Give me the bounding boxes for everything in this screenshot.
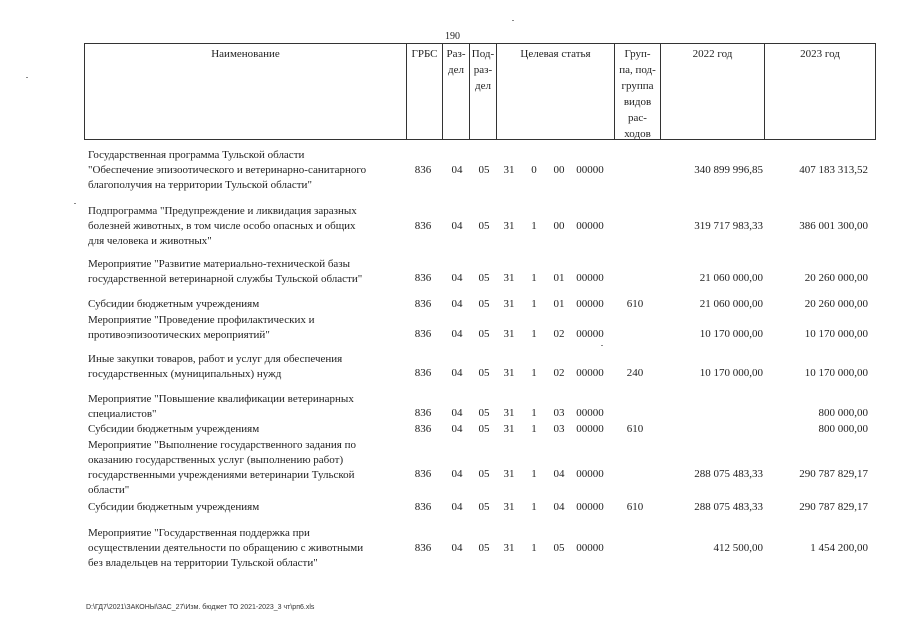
cell-t2: 1	[531, 423, 537, 435]
cell-v2022: 288 075 483,33	[694, 468, 763, 480]
row-name-line: для человека и животных"	[88, 235, 212, 247]
row-name-line: осуществлении деятельности по обращению с животными	[88, 542, 364, 554]
row-name-line: Мероприятие "Выполнение государственного задания по	[88, 439, 356, 451]
cell-pr: 05	[478, 298, 490, 310]
cell-rz: 04	[451, 367, 463, 379]
table-row	[0, 257, 905, 287]
cell-v2023: 20 260 000,00	[804, 298, 868, 310]
cell-t4: 00000	[576, 407, 604, 419]
row-name-line: Субсидии бюджетным учреждениям	[88, 423, 260, 435]
table-row	[0, 392, 905, 422]
row-name-line: без владельцев на территории Тульской области"	[88, 557, 318, 569]
cell-v2023: 800 000,00	[818, 423, 868, 435]
cell-grbs: 836	[414, 164, 432, 176]
row-name-line: Мероприятие "Повышение квалификации ветеринарных	[88, 393, 354, 405]
cell-v2022: 319 717 983,33	[694, 220, 763, 232]
table-row	[0, 297, 905, 312]
row-name-line: противоэпизоотических мероприятий"	[88, 329, 270, 341]
cell-rz: 04	[451, 164, 463, 176]
cell-t4: 00000	[576, 328, 604, 340]
cell-v2023: 20 260 000,00	[804, 272, 868, 284]
cell-rz: 04	[451, 501, 463, 513]
row-name	[88, 392, 406, 422]
row-name-line: Субсидии бюджетным учреждениям	[88, 298, 260, 310]
table-row	[0, 313, 905, 343]
cell-t1: 31	[503, 501, 515, 513]
cell-v2023: 290 787 829,17	[799, 468, 868, 480]
header-razdel: Раз- дел	[443, 44, 470, 139]
cell-grbs: 836	[414, 423, 432, 435]
cell-t1: 31	[503, 468, 515, 480]
cell-t2: 1	[531, 367, 537, 379]
cell-pr: 05	[478, 423, 490, 435]
cell-grbs: 836	[414, 272, 432, 284]
cell-t4: 00000	[576, 367, 604, 379]
cell-v2023: 386 001 300,00	[799, 220, 868, 232]
cell-v2022: 288 075 483,33	[694, 501, 763, 513]
cell-rz: 04	[451, 407, 463, 419]
row-name-line: Мероприятие "Проведение профилактических и	[88, 314, 315, 326]
cell-grbs: 836	[414, 328, 432, 340]
cell-grbs: 836	[414, 298, 432, 310]
cell-pr: 05	[478, 164, 490, 176]
cell-t4: 00000	[576, 220, 604, 232]
row-name	[88, 500, 406, 515]
row-name	[88, 422, 406, 437]
cell-grp: 610	[626, 298, 644, 310]
table-row	[0, 148, 905, 193]
scan-speck	[601, 345, 603, 346]
cell-rz: 04	[451, 298, 463, 310]
cell-pr: 05	[478, 272, 490, 284]
row-name-line: Иные закупки товаров, работ и услуг для обеспечения	[88, 353, 343, 365]
cell-v2023: 10 170 000,00	[804, 328, 868, 340]
cell-t1: 31	[503, 328, 515, 340]
cell-pr: 05	[478, 367, 490, 379]
row-name-line: "Обеспечение эпизоотического и ветеринарно-санитарного	[88, 164, 367, 176]
table-row	[0, 422, 905, 437]
row-name-line: специалистов"	[88, 408, 157, 420]
cell-t3: 03	[553, 423, 565, 435]
cell-t2: 1	[531, 501, 537, 513]
cell-t3: 02	[553, 328, 565, 340]
cell-rz: 04	[451, 328, 463, 340]
cell-rz: 04	[451, 468, 463, 480]
scan-speck	[26, 77, 28, 78]
cell-v2023: 10 170 000,00	[804, 367, 868, 379]
file-path-footer: D:\ГД7\2021\ЗАКОНЫ\ЗАС_27\Изм. бюджет ТО 2021-2023_3 чт\рп6.xls	[86, 604, 315, 611]
row-name	[88, 352, 406, 382]
row-name-line: благополучия на территории Тульской области"	[88, 179, 312, 191]
row-name-line: области"	[88, 484, 130, 496]
cell-pr: 05	[478, 542, 490, 554]
cell-t1: 31	[503, 367, 515, 379]
row-name-line: государственных (муниципальных) нужд	[88, 368, 282, 380]
cell-t4: 00000	[576, 501, 604, 513]
row-name-line: Мероприятие "Развитие материально-технической базы	[88, 258, 351, 270]
header-expense-group: Груп- па, под- группа видов рас- ходов	[615, 44, 661, 139]
row-name-line: оказанию государственных услуг (выполнению работ)	[88, 454, 344, 466]
row-name	[88, 438, 406, 498]
row-name-line: государственными учреждениями ветеринарии Тульской	[88, 469, 355, 481]
table-row	[0, 500, 905, 515]
row-name	[88, 297, 406, 312]
cell-rz: 04	[451, 542, 463, 554]
cell-pr: 05	[478, 407, 490, 419]
cell-pr: 05	[478, 468, 490, 480]
cell-t4: 00000	[576, 423, 604, 435]
cell-grp: 610	[626, 423, 644, 435]
cell-v2023: 290 787 829,17	[799, 501, 868, 513]
cell-t3: 00	[553, 220, 565, 232]
table-row	[0, 438, 905, 498]
cell-grbs: 836	[414, 501, 432, 513]
cell-t4: 00000	[576, 272, 604, 284]
scan-speck	[74, 203, 76, 204]
cell-t1: 31	[503, 407, 515, 419]
row-name-line: Субсидии бюджетным учреждениям	[88, 501, 260, 513]
cell-v2022: 10 170 000,00	[699, 367, 763, 379]
cell-t2: 1	[531, 298, 537, 310]
header-year-2022: 2022 год	[661, 44, 765, 139]
cell-t3: 04	[553, 468, 565, 480]
cell-pr: 05	[478, 220, 490, 232]
cell-t1: 31	[503, 298, 515, 310]
scan-speck	[512, 20, 514, 21]
cell-v2022: 340 899 996,85	[694, 164, 763, 176]
cell-v2022: 21 060 000,00	[699, 272, 763, 284]
cell-t3: 00	[553, 164, 565, 176]
header-podrazdel: Под- раз- дел	[470, 44, 497, 139]
cell-v2023: 1 454 200,00	[810, 542, 868, 554]
header-year-2023: 2023 год	[800, 48, 840, 60]
cell-t3: 03	[553, 407, 565, 419]
table-row	[0, 526, 905, 571]
cell-t4: 00000	[576, 542, 604, 554]
cell-rz: 04	[451, 220, 463, 232]
cell-t2: 1	[531, 407, 537, 419]
cell-t2: 1	[531, 272, 537, 284]
row-name-line: Государственная программа Тульской области	[88, 149, 305, 161]
cell-t3: 01	[553, 272, 565, 284]
cell-t4: 00000	[576, 298, 604, 310]
table-header	[84, 43, 876, 140]
cell-v2022: 21 060 000,00	[699, 298, 763, 310]
cell-grbs: 836	[414, 220, 432, 232]
cell-t2: 1	[531, 220, 537, 232]
cell-grbs: 836	[414, 367, 432, 379]
cell-t4: 00000	[576, 164, 604, 176]
cell-rz: 04	[451, 272, 463, 284]
header-grbs: ГРБС	[407, 44, 443, 139]
header-name: Наименование	[85, 44, 407, 139]
cell-v2023: 800 000,00	[818, 407, 868, 419]
row-name	[88, 526, 406, 571]
row-name	[88, 204, 406, 249]
cell-t3: 02	[553, 367, 565, 379]
row-name-line: болезней животных, в том числе особо опасных и общих	[88, 220, 356, 232]
cell-grbs: 836	[414, 542, 432, 554]
cell-grp: 240	[626, 367, 644, 379]
cell-grbs: 836	[414, 468, 432, 480]
row-name	[88, 148, 406, 193]
row-name	[88, 257, 406, 287]
cell-pr: 05	[478, 328, 490, 340]
page-number: 190	[445, 31, 460, 42]
cell-t3: 01	[553, 298, 565, 310]
row-name	[88, 313, 406, 343]
cell-t2: 0	[531, 164, 537, 176]
cell-t1: 31	[503, 164, 515, 176]
cell-pr: 05	[478, 501, 490, 513]
cell-rz: 04	[451, 423, 463, 435]
cell-grp: 610	[626, 501, 644, 513]
cell-t3: 05	[553, 542, 565, 554]
cell-t1: 31	[503, 423, 515, 435]
cell-v2022: 412 500,00	[713, 542, 763, 554]
cell-t2: 1	[531, 328, 537, 340]
cell-v2022: 10 170 000,00	[699, 328, 763, 340]
cell-t2: 1	[531, 542, 537, 554]
cell-t1: 31	[503, 542, 515, 554]
row-name-line: Мероприятие "Государственная поддержка при	[88, 527, 310, 539]
cell-t1: 31	[503, 220, 515, 232]
row-name-line: государственной ветеринарной службы Тульской области"	[88, 273, 363, 285]
table-row	[0, 352, 905, 382]
header-target-article: Целевая статья	[497, 44, 615, 139]
cell-t2: 1	[531, 468, 537, 480]
cell-t1: 31	[503, 272, 515, 284]
cell-v2023: 407 183 313,52	[799, 164, 868, 176]
table-row	[0, 204, 905, 249]
cell-t3: 04	[553, 501, 565, 513]
row-name-line: Подпрограмма "Предупреждение и ликвидация заразных	[88, 205, 357, 217]
cell-t4: 00000	[576, 468, 604, 480]
cell-grbs: 836	[414, 407, 432, 419]
